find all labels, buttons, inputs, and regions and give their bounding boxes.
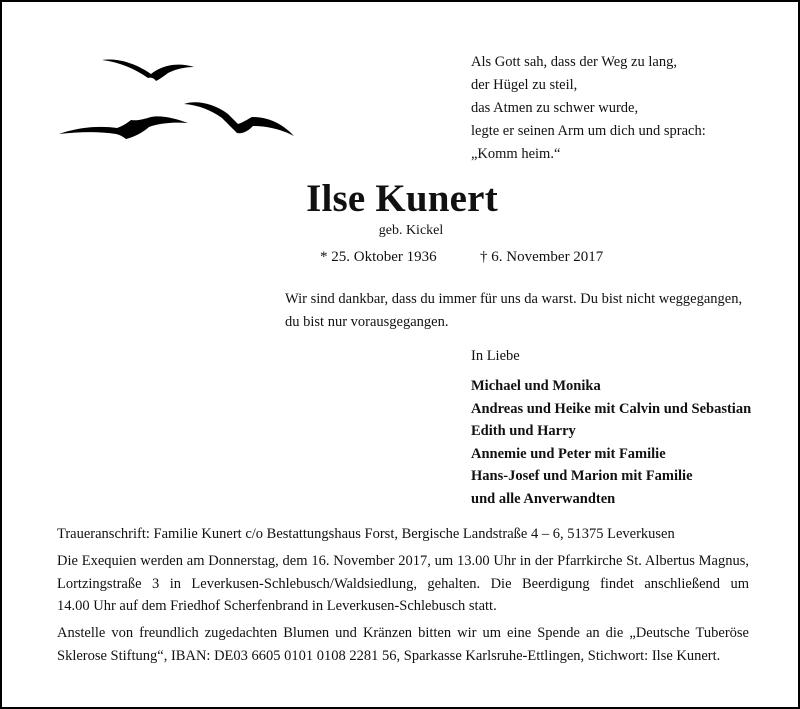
poem — [471, 51, 706, 166]
donation-paragraph — [57, 622, 749, 667]
thanks-text — [285, 288, 742, 334]
mourner-entry: Andreas und Heike mit Calvin und Sebastian — [471, 400, 752, 417]
mourners-list — [471, 375, 751, 510]
paragraph-line: Sklerose Stiftung“, IBAN: DE03 6605 0101 0108 2281 56, Sparkasse Karlsruhe-Ettlingen, Stichwort: Ilse Kunert. — [57, 647, 721, 664]
mourner-entry: Hans-Josef und Marion mit Familie — [471, 468, 693, 484]
mourners-intro: In Liebe — [471, 348, 520, 364]
poem-line: der Hügel zu steil, — [471, 77, 578, 93]
poem-line: Als Gott sah, dass der Weg zu lang, — [471, 54, 677, 70]
condolence-address: Traueranschrift: Familie Kunert c/o Bestattungshaus Forst, Bergische Landstraße 4 – 6, 51375 Leverkusen — [57, 526, 675, 542]
mourner-entry: Annemie und Peter mit Familie — [471, 445, 666, 462]
mourner-entry: Edith und Harry — [471, 423, 576, 439]
paragraph-line: Lortzingstraße 3 in Leverkusen-Schlebusch/Waldsiedlung, gehalten. Die Beerdigung findet anschließend um — [57, 575, 749, 592]
paragraph-line: Anstelle von freundlich zugedachten Blumen und Kränzen bitten wir um eine Spende an die „Deutsche Tuberöse — [57, 625, 749, 641]
thanks-line: du bist nur vorausgegangen. — [285, 314, 449, 330]
birth-date: * 25. Oktober 1936 — [320, 249, 437, 265]
mourner-entry: Michael und Monika — [471, 378, 601, 394]
exequies-paragraph — [57, 550, 749, 618]
poem-line: legte er seinen Arm um dich und sprach: — [471, 123, 706, 139]
deceased-name: Ilse Kunert — [306, 177, 498, 220]
paragraph-line: 14.00 Uhr auf dem Friedhof Scherfenbrand in Leverkusen-Schlebusch statt. — [57, 598, 497, 614]
poem-line: „Komm heim.“ — [471, 146, 561, 162]
paragraph-line: Die Exequien werden am Donnerstag, dem 16. November 2017, um 13.00 Uhr in der Pfarrkirche St. Albertus Magnus, — [57, 553, 749, 569]
flying-birds-icon — [54, 48, 304, 148]
bird-icon — [59, 116, 188, 139]
maiden-name: geb. Kickel — [378, 223, 444, 238]
thanks-line: Wir sind dankbar, dass du immer für uns da warst. Du bist nicht weggegangen, — [285, 291, 743, 307]
death-date: † 6. November 2017 — [480, 249, 604, 265]
bird-icon — [102, 60, 194, 81]
mourner-entry: und alle Anverwandten — [471, 490, 616, 507]
poem-line: das Atmen zu schwer wurde, — [471, 100, 639, 116]
bird-icon — [184, 102, 294, 136]
